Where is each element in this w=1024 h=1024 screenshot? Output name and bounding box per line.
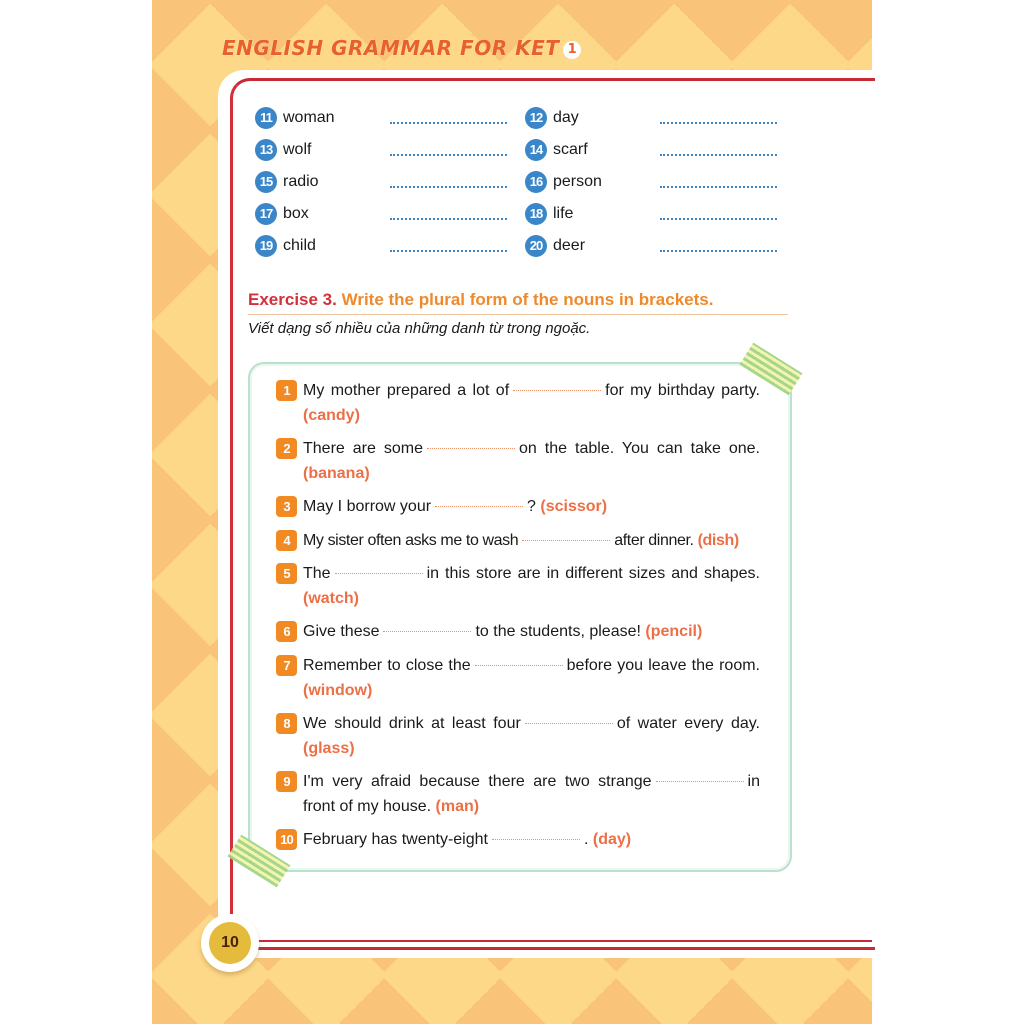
question-text: Give these to the students, please! (pencil) <box>303 623 703 640</box>
question-item <box>276 769 760 819</box>
answer-blank[interactable] <box>427 448 515 449</box>
question-item <box>276 711 760 761</box>
question-number: 8 <box>276 713 297 734</box>
vocab-word: woman <box>283 109 335 126</box>
vocab-item <box>255 138 515 162</box>
answer-blank[interactable] <box>390 218 507 220</box>
hint-noun: (dish) <box>697 532 739 549</box>
number-badge: 19 <box>255 235 277 257</box>
vocab-item <box>525 138 785 162</box>
exercise-label: Exercise 3. <box>248 290 337 309</box>
vocab-item <box>255 234 515 258</box>
hint-noun: (watch) <box>303 590 359 607</box>
hint-noun: (pencil) <box>645 623 703 640</box>
answer-blank[interactable] <box>656 781 744 782</box>
answer-blank[interactable] <box>660 218 777 220</box>
answer-blank[interactable] <box>390 250 507 252</box>
number-badge: 11 <box>255 107 277 129</box>
answer-blank[interactable] <box>435 506 523 507</box>
answer-blank[interactable] <box>492 839 580 840</box>
book-title-text: ENGLISH GRAMMAR FOR KET <box>222 36 560 60</box>
hint-noun: (candy) <box>303 407 360 424</box>
question-item <box>276 378 760 428</box>
question-text: February has twenty-eight . (day) <box>303 831 632 848</box>
vocab-word: person <box>553 173 602 190</box>
number-badge: 20 <box>525 235 547 257</box>
vocab-word: child <box>283 237 316 254</box>
vocab-word: day <box>553 109 579 126</box>
vocab-item <box>525 170 785 194</box>
volume-badge: 1 <box>563 41 581 59</box>
answer-blank[interactable] <box>660 250 777 252</box>
answer-blank[interactable] <box>390 154 507 156</box>
vocab-item <box>255 202 515 226</box>
question-text: My mother prepared a lot of for my birthday party. (candy) <box>303 382 760 424</box>
question-item <box>276 653 760 703</box>
vocab-word: wolf <box>283 141 312 158</box>
answer-blank[interactable] <box>390 122 507 124</box>
answer-blank[interactable] <box>475 665 563 666</box>
vocab-item <box>525 234 785 258</box>
question-text: The in this store are in different sizes and shapes. (watch) <box>303 565 760 607</box>
hint-noun: (glass) <box>303 740 355 757</box>
question-number: 4 <box>276 530 297 551</box>
vocab-word: life <box>553 205 574 222</box>
answer-blank[interactable] <box>335 573 423 574</box>
book-title <box>222 36 581 60</box>
question-number: 5 <box>276 563 297 584</box>
question-number: 9 <box>276 771 297 792</box>
question-number: 3 <box>276 496 297 517</box>
exercise-instruction: Write the plural form of the nouns in brackets. <box>341 290 714 309</box>
answer-blank[interactable] <box>660 122 777 124</box>
question-number: 2 <box>276 438 297 459</box>
hint-noun: (man) <box>435 798 480 815</box>
question-number: 1 <box>276 380 297 401</box>
page-number: 10 <box>209 922 251 964</box>
number-badge: 13 <box>255 139 277 161</box>
question-item <box>276 827 760 852</box>
exercise-subtitle: Viết dạng số nhiều của những danh từ trong ngoặc. <box>248 320 591 337</box>
vocab-word: deer <box>553 237 586 254</box>
number-badge: 17 <box>255 203 277 225</box>
question-text: I'm very afraid because there are two strange in front of my house. (man) <box>303 773 760 815</box>
answer-blank[interactable] <box>522 540 610 541</box>
vocab-item <box>525 106 785 130</box>
question-text: There are some on the table. You can take one. (banana) <box>303 440 760 482</box>
vocab-item <box>255 106 515 130</box>
question-item <box>276 619 760 644</box>
question-text: May I borrow your ? (scissor) <box>303 498 608 515</box>
number-badge: 14 <box>525 139 547 161</box>
title-divider <box>248 314 788 315</box>
answer-blank[interactable] <box>525 723 613 724</box>
vocab-item <box>255 170 515 194</box>
vocab-word: box <box>283 205 309 222</box>
answer-blank[interactable] <box>513 390 601 391</box>
exercise-title <box>248 290 713 310</box>
question-number: 7 <box>276 655 297 676</box>
bottom-red-line <box>258 940 872 942</box>
vocab-item <box>525 202 785 226</box>
answer-blank[interactable] <box>660 186 777 188</box>
vocab-word: radio <box>283 173 319 190</box>
page-number-badge <box>201 914 259 972</box>
question-item <box>276 528 760 553</box>
question-item <box>276 494 760 519</box>
number-badge: 12 <box>525 107 547 129</box>
question-text: My sister often asks me to wash after dinner. (dish) <box>303 532 739 549</box>
answer-blank[interactable] <box>390 186 507 188</box>
number-badge: 16 <box>525 171 547 193</box>
question-text: We should drink at least four of water every day. (glass) <box>303 715 760 757</box>
question-text: Remember to close the before you leave the room. (window) <box>303 657 760 699</box>
number-badge: 15 <box>255 171 277 193</box>
hint-noun: (day) <box>592 831 632 848</box>
number-badge: 18 <box>525 203 547 225</box>
answer-blank[interactable] <box>383 631 471 632</box>
question-item <box>276 436 760 486</box>
question-number: 10 <box>276 829 297 850</box>
vocab-word: scarf <box>553 141 588 158</box>
hint-noun: (scissor) <box>540 498 608 515</box>
hint-noun: (window) <box>303 682 373 699</box>
hint-noun: (banana) <box>303 465 370 482</box>
question-number: 6 <box>276 621 297 642</box>
answer-blank[interactable] <box>660 154 777 156</box>
question-item <box>276 561 760 611</box>
